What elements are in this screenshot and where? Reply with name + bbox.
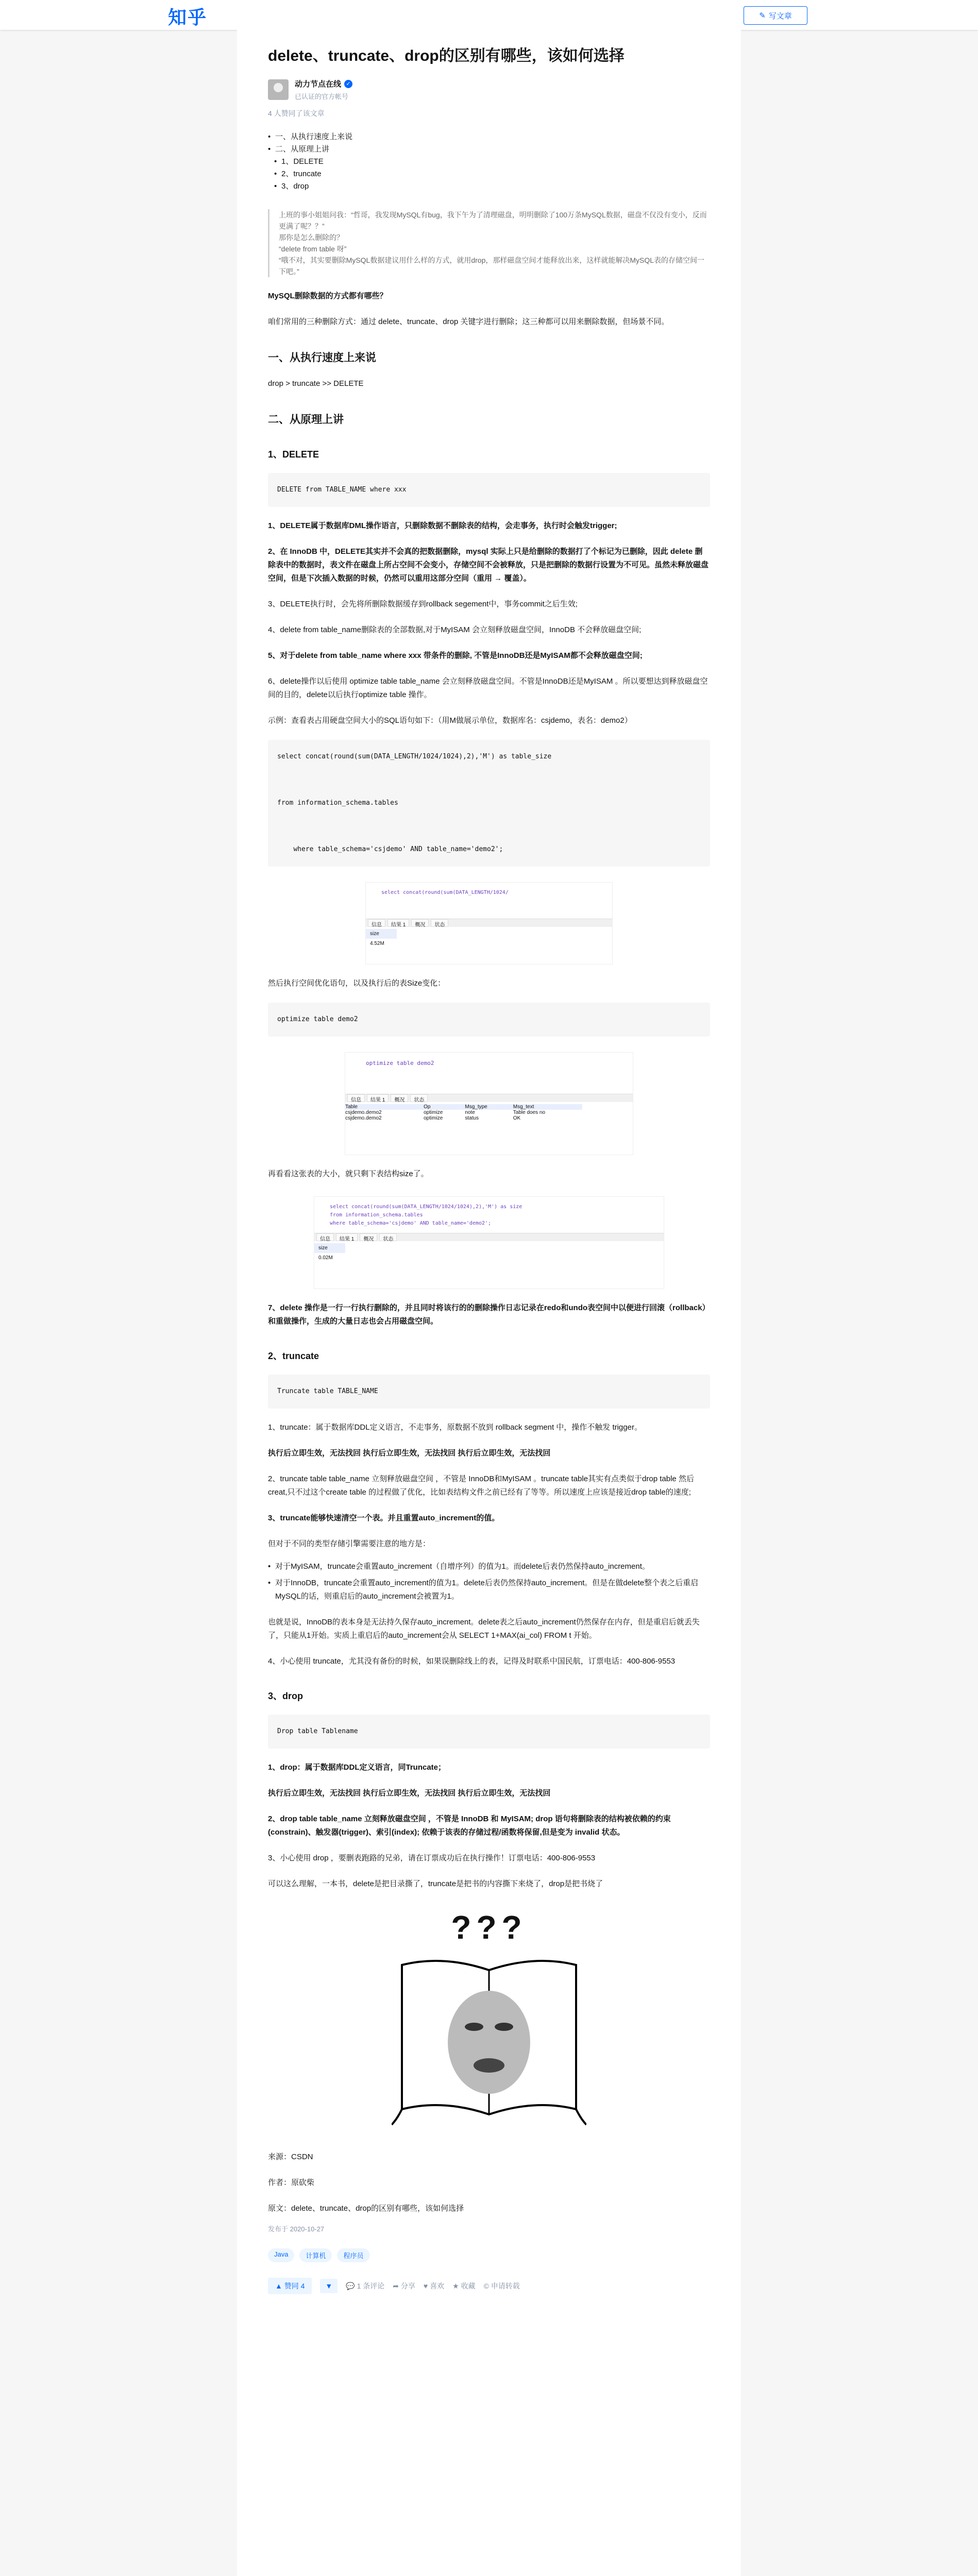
paragraph: 3、DELETE执行时，会先将所删除数据缓存到rollback segement中，事务commit之后生效; <box>268 600 578 608</box>
screenshot-tabs <box>314 1233 664 1241</box>
tag-list <box>268 2248 710 2262</box>
write-article-button[interactable] <box>744 6 807 25</box>
code-line: select concat(round(sum(DATA_LENGTH/1024/1024),2),'M') as size <box>330 1204 522 1210</box>
code-line: where table_schema='csjdemo' AND table_name='demo2'; <box>330 1221 492 1226</box>
toc-item[interactable]: • 3、drop <box>268 180 710 193</box>
article-title: delete、truncate、drop的区别有哪些，该如何选择 <box>268 47 625 64</box>
likers-count[interactable]: 4 人赞同了该文章 <box>268 109 325 117</box>
meme-caption: ??? <box>451 1909 527 1946</box>
column-header: Op <box>424 1104 431 1110</box>
paragraph: 执行后立即生效，无法找回 执行后立即生效，无法找回 执行后立即生效，无法找回 <box>268 1449 551 1458</box>
screenshot-tabs <box>366 919 612 927</box>
like-button[interactable]: ♥ 喜欢 <box>423 2282 445 2290</box>
column-header: Msg_text <box>513 1104 534 1110</box>
verified-icon: ✓ <box>344 80 352 88</box>
tag[interactable]: 程序员 <box>337 2248 369 2262</box>
cell: OK <box>513 1115 521 1121</box>
paragraph: MySQL删除数据的方式都有哪些？ <box>268 292 387 300</box>
subsection-heading: 2、truncate <box>268 1351 319 1361</box>
screenshot-sql: optimize table demo2 <box>366 1060 434 1066</box>
screenshot-size-result <box>314 1196 664 1289</box>
result-tab: 结果 1 <box>387 919 409 927</box>
paragraph: 4、小心使用 truncate，尤其没有备份的时候，如果误删除线上的表，记得及时联系中国民航，订票电话：400-806-9553 <box>268 1657 676 1666</box>
publish-date: 发布于 2020-10-27 <box>268 2225 325 2233</box>
code-block: DELETE from TABLE_NAME where xxx <box>268 473 710 507</box>
cell: status <box>465 1115 479 1121</box>
cell: csjdemo.demo2 <box>345 1115 382 1121</box>
result-value: 0.02M <box>318 1255 333 1261</box>
result-tab: 状态 <box>431 919 448 927</box>
avatar[interactable] <box>268 79 289 100</box>
favorite-label: 收藏 <box>461 2282 476 2290</box>
screenshot-query-result <box>365 882 613 964</box>
toc-item[interactable]: • 1、DELETE <box>268 156 710 168</box>
source: 来源：CSDN <box>268 2153 313 2161</box>
table-row <box>345 1110 582 1115</box>
paragraph: 但对于不同的类型存储引擎需要注意的地方是： <box>268 1539 431 1548</box>
column-header: Table <box>345 1104 358 1110</box>
paragraph: 5、对于delete from table_name where xxx 带条件的删除, 不管是InnoDB还是MyISAM都不会释放磁盘空间; <box>268 651 643 660</box>
book-face-icon <box>392 1955 586 2130</box>
code-line: where table_schema='csjdemo' AND table_name='demo2'; <box>293 845 503 853</box>
result-tab: 概况 <box>360 1233 377 1241</box>
paragraph: 3、小心使用 drop ，要删表跑路的兄弟，请在订票成功后在执行操作！订票电话：400-806-9553 <box>268 1854 596 1862</box>
result-tab: 状态 <box>410 1094 428 1102</box>
screenshot-optimize-result <box>345 1052 633 1155</box>
downvote-button[interactable]: ▼ <box>320 2279 338 2293</box>
code-block <box>268 740 710 867</box>
cell: csjdemo.demo2 <box>345 1110 382 1115</box>
subsection-heading: 3、drop <box>268 1691 303 1701</box>
tag[interactable]: 计算机 <box>299 2248 332 2262</box>
code-line: from information_schema.tables <box>277 799 398 807</box>
paragraph: 2、truncate table table_name 立刻释放磁盘空间 ，不管是 InnoDB和MyISAM 。truncate table其实有点类似于drop table 然后creat,只不过这个create table 的过程做了优化，比如表结构文件之前已经有了等等。所以速度上应该是接近drop table的速度; <box>268 1475 694 1497</box>
paragraph: 也就是说，InnoDB的表本身是无法持久保存auto_increment。delete表之后auto_increment仍然保存在内存，但是重启后就丢失了，只能从1开始。实质上重启后的auto_increment会从 SELECT 1+MAX(ai_col) FROM t 开始。 <box>268 1618 700 1640</box>
top-bar <box>0 0 978 30</box>
cell: optimize <box>424 1110 443 1115</box>
comment-label: 1 条评论 <box>357 2282 385 2290</box>
paragraph: 2、在 InnoDB 中，DELETE其实并不会真的把数据删除，mysql 实际上只是给删除的数据打了个标记为已删除，因此 delete 删除表中的数据时，表文件在磁盘上所占空间不会变小，存储空间不会被释放，只是把删除的数据行设置为不可见。虽然未释放磁盘空间，但是下次插入数据的时候，仍然可以重用这部分空间（重用 → 覆盖）。 <box>268 547 709 583</box>
author-desc: 已认证的官方帐号 <box>295 93 349 100</box>
action-bar <box>268 2278 710 2294</box>
pen-icon: ✎ <box>759 11 766 20</box>
writer: 作者：原砍柴 <box>268 2178 315 2187</box>
subsection-heading: 1、DELETE <box>268 449 319 460</box>
favorite-button[interactable]: ★ 收藏 <box>452 2282 476 2290</box>
bullet-list <box>268 1560 710 1603</box>
cell: note <box>465 1110 475 1115</box>
code-block: Truncate table TABLE_NAME <box>268 1375 710 1409</box>
result-column: size <box>366 929 397 939</box>
paragraph: 6、delete操作以后使用 optimize table table_name 会立刻释放磁盘空间。不管是InnoDB还是MyISAM 。所以要想达到释放磁盘空间的目的，delete以后执行optimize table 操作。 <box>268 677 708 699</box>
paragraph: 1、drop：属于数据库DDL定义语言，同Truncate； <box>268 1763 446 1772</box>
paragraph: drop > truncate >> DELETE <box>268 379 364 388</box>
table-of-contents <box>268 131 710 193</box>
paragraph: 3、truncate能够快速清空一个表。并且重置auto_increment的值。 <box>268 1514 500 1522</box>
comment-button[interactable]: 💬 1 条评论 <box>346 2282 385 2290</box>
result-tab: 信息 <box>347 1094 365 1102</box>
section-heading: 二、从原理上讲 <box>268 414 344 426</box>
paragraph: 2、drop table table_name 立刻释放磁盘空间 ，不管是 InnoDB 和 MyISAM; drop 语句将删除表的结构被依赖的约束(constrain)、触发器(trigger)、索引(index); 依赖于该表的存储过程/函数将保留,但是变为 invalid 状态。 <box>268 1815 671 1837</box>
paragraph: 咱们常用的三种删除方式：通过 delete、truncate、drop 关键字进行删除；这三种都可以用来删除数据，但场景不同。 <box>268 317 669 326</box>
result-value: 4.52M <box>370 941 384 946</box>
write-article-label: 写文章 <box>768 11 792 21</box>
result-tab: 结果 1 <box>336 1233 358 1241</box>
code-line: from information_schema.tables <box>330 1212 423 1218</box>
share-button[interactable]: ➦ 分享 <box>393 2282 415 2290</box>
toc-item[interactable]: • 2、truncate <box>268 168 710 180</box>
code-block: optimize table demo2 <box>268 1003 710 1037</box>
apply-label: 申请转载 <box>491 2282 520 2290</box>
quote-line: “delete from table 呀” <box>279 245 347 253</box>
paragraph: 示例：查看表占用硬盘空间大小的SQL语句如下：（用M做展示单位，数据库名：csjdemo，表名：demo2） <box>268 716 632 725</box>
author-name[interactable]: 动力节点在线 <box>295 80 342 89</box>
cell: optimize <box>424 1115 443 1121</box>
toc-item[interactable]: • 二、从原理上讲 <box>268 143 710 156</box>
quote-line: 上班的事小姐姐问我：“哲哥，我发现MySQL有bug，我下午为了清理磁盘，明明删除了100万条MySQL数据，磁盘不仅没有变小，反而更满了呢？？” <box>279 211 707 230</box>
paragraph: 7、delete 操作是一行一行执行删除的，并且同时将该行的的删除操作日志记录在redo和undo表空间中以便进行回滚（rollback）和重做操作，生成的大量日志也会占用磁盘空间。 <box>268 1303 710 1326</box>
code-line: select concat(round(sum(DATA_LENGTH/1024/1024),2),'M') as table_size <box>277 753 552 760</box>
meme-image <box>392 1908 586 2130</box>
toc-item[interactable]: • 一、从执行速度上来说 <box>268 131 710 143</box>
original-link[interactable]: 原文：delete、truncate、drop的区别有哪些，该如何选择 <box>268 2204 464 2213</box>
paragraph: 然后执行空间优化语句，以及执行后的表Size变化： <box>268 979 446 988</box>
result-column: size <box>314 1243 345 1253</box>
paragraph: 可以这么理解，一本书，delete是把目录撕了，truncate是把书的内容撕下来烧了，drop是把书烧了 <box>268 1879 603 1888</box>
article-container <box>237 30 741 2576</box>
paragraph: 1、DELETE属于数据库DML操作语言，只删除数据不删除表的结构，会走事务，执行时会触发trigger; <box>268 521 617 530</box>
screenshot-sql: select concat(round(sum(DATA_LENGTH/1024/ <box>381 890 509 895</box>
result-tab: 信息 <box>316 1233 334 1241</box>
result-tab: 概况 <box>391 1094 408 1102</box>
result-table <box>345 1104 582 1121</box>
screenshot-tabs <box>345 1094 633 1102</box>
list-item: • 对于InnoDB，truncate会重置auto_increment的值为1。delete后表仍然保持auto_increment。但是在做delete整个表之后重启MySQL的话，则重启后的auto_increment会被置为1。 <box>268 1577 710 1603</box>
section-heading: 一、从执行速度上来说 <box>268 352 376 364</box>
paragraph: 再看看这张表的大小，就只剩下表结构size了。 <box>268 1170 429 1178</box>
table-row <box>345 1115 582 1121</box>
code-block: Drop table Tablename <box>268 1715 710 1749</box>
intro-quote <box>268 209 710 277</box>
tag[interactable]: Java <box>268 2248 294 2262</box>
column-header: Msg_type <box>465 1104 487 1110</box>
share-label: 分享 <box>400 2282 415 2290</box>
list-item: • 对于MyISAM，truncate会重置auto_increment（自增序列）的值为1。而delete后表仍然保持auto_increment。 <box>268 1560 710 1573</box>
repost-apply-button[interactable]: © 申请转载 <box>483 2282 520 2290</box>
result-tab: 信息 <box>368 919 385 927</box>
result-tab: 概况 <box>411 919 429 927</box>
zhihu-logo[interactable]: 知乎 <box>168 7 208 28</box>
paragraph: 4、delete from table_name删除表的全部数据,对于MyISAM 会立刻释放磁盘空间，InnoDB 不会释放磁盘空间; <box>268 625 642 634</box>
screenshot-sql <box>314 1197 664 1233</box>
result-tab: 状态 <box>379 1233 397 1241</box>
result-tab: 结果 1 <box>367 1094 389 1102</box>
cell: Table does no <box>513 1110 546 1115</box>
upvote-button[interactable]: ▲ 赞同 4 <box>268 2278 312 2294</box>
quote-line: “哦不对，其实要删除MySQL数据建议用什么样的方式，就用drop，那样磁盘空间才能释放出来，这样就能解决MySQL表的存储空间一下吧。” <box>279 256 705 276</box>
author-block <box>268 78 710 101</box>
paragraph: 执行后立即生效，无法找回 执行后立即生效，无法找回 执行后立即生效，无法找回 <box>268 1789 551 1798</box>
like-label: 喜欢 <box>430 2282 445 2290</box>
paragraph: 1、truncate：属于数据库DDL定义语言，不走事务，原数据不放到 rollback segment 中，操作不触发 trigger。 <box>268 1423 642 1432</box>
quote-line: 那你是怎么删除的？ <box>279 233 344 242</box>
